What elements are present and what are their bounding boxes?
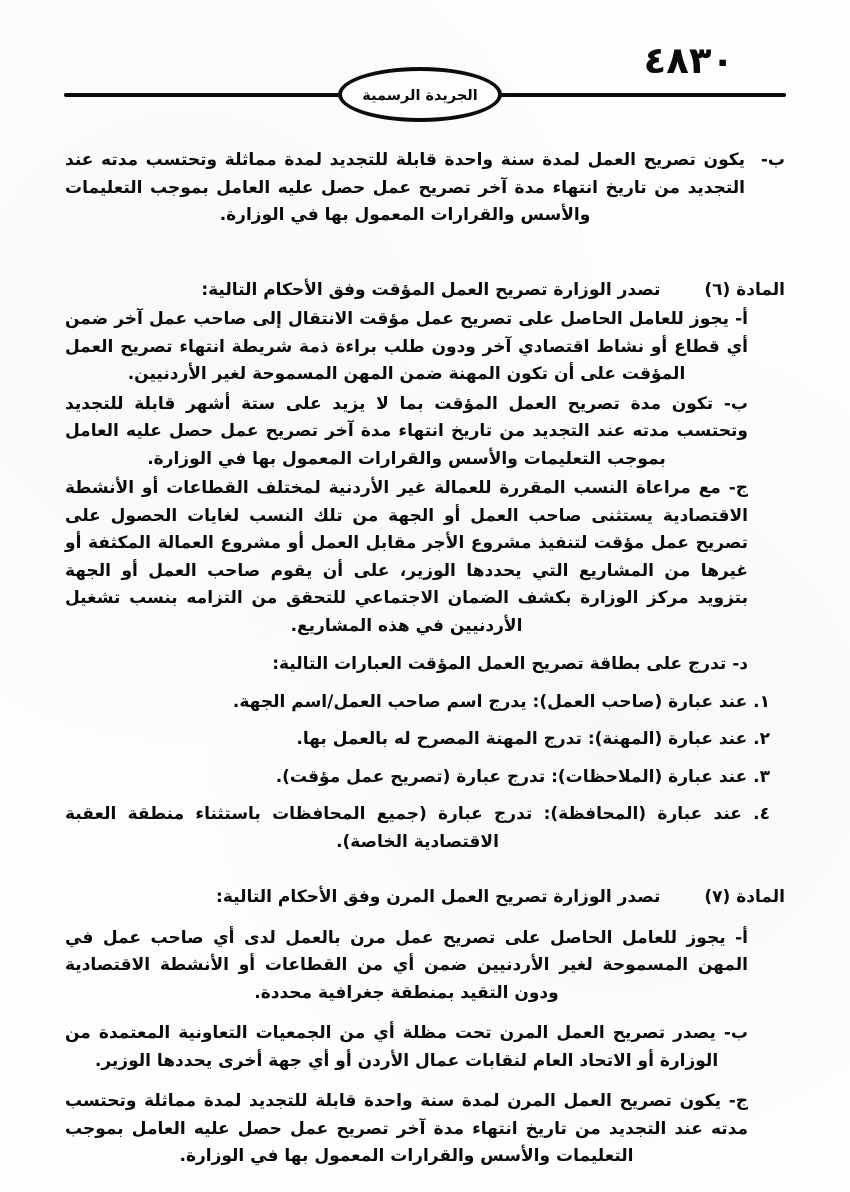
document-body (65, 147, 785, 1171)
article-7-item-j (65, 1088, 748, 1171)
article-6-label: المادة (٦) (704, 279, 785, 300)
article-6 (65, 277, 785, 857)
item-b-marker: ب- (723, 393, 749, 414)
article-7 (65, 884, 785, 1171)
item-a-marker: أ- (735, 309, 748, 329)
phrase-1-marker: ١. (753, 691, 770, 712)
phrase-2-marker: ٢. (753, 729, 770, 749)
article-7-label: المادة (٧) (704, 887, 785, 907)
article-7-item-b (65, 1020, 748, 1075)
phrase-3-marker: ٣. (753, 766, 770, 787)
page-number: ٤٨٣٠ (643, 39, 734, 82)
article-6-intro: تصدر الوزارة تصريح العمل المؤقت وفق الأحكام التالية: (201, 279, 661, 300)
temporary-permit-phrases-list (65, 689, 785, 857)
article-6-heading (65, 277, 785, 305)
a7-item-b-text: يصدر تصريح العمل المرن تحت مظلة أي من الجمعيات التعاونية المعتمدة من الوزارة أو الاتحاد العام لنقابات عمال الأردن أو أي جهة أخرى يحددها الوزير. (65, 1023, 719, 1071)
item-a-text: يجوز للعامل الحاصل على تصريح عمل مؤقت الانتقال إلى صاحب عمل آخر ضمن أي قطاع أو نشاط اقتصادي آخر ودون طلب براءة ذمة شريطة انتهاء تصريح العمل المؤقت على أن تكون المهنة ضمن المهن المسموحة لغير الأردنيين. (65, 309, 748, 384)
clause-b-continuation (65, 147, 785, 230)
a7-item-j-text: يكون تصريح العمل المرن لمدة سنة واحدة قابلة للتجديد لمدة مماثلة وتحتسب مدته عند التجديد من تاريخ انتهاء مدة آخر تصريح عمل حصل عليه العامل بموجب التعليمات والأسس والقرارات المعمول بها في الوزارة. (65, 1091, 748, 1166)
item-j-text: مع مراعاة النسب المقررة للعمالة غير الأردنية لمختلف القطاعات أو الأنشطة الاقتصادية يستثنى صاحب العمل أو الجهة من تلك النسب لغايات الحصول على تصريح عمل مؤقت لتنفيذ مشروع الأجر مقابل العمل أو مشروع العمالة المكثفة أو غيرها من المشاريع التي يحددها الوزير، على أن يقوم صاحب العمل أو الجهة بتزويد مركز الوزارة بكشف الضمان الاجتماعي للتحقق من التزامه بنسب تشغيل الأردنيين في هذه المشاريع. (65, 478, 748, 636)
a7-item-j-marker: ج- (728, 1091, 748, 1111)
article-7-item-a (65, 925, 748, 1008)
gazette-title: الجريدة الرسمية (362, 87, 478, 104)
article-7-intro: تصدر الوزارة تصريح العمل المرن وفق الأحكام التالية: (216, 887, 661, 907)
phrase-4-marker: ٤. (753, 804, 770, 824)
phrase-item-2 (65, 726, 770, 754)
item-b-text: تكون مدة تصريح العمل المؤقت بما لا يزيد على ستة أشهر قابلة للتجديد وتحتسب مدته عند التجديد من تاريخ انتهاء مدة آخر تصريح عمل حصل عليه العامل بموجب التعليمات والأسس والقرارات المعمول بها في الوزارة. (65, 393, 748, 469)
phrase-item-4 (65, 801, 770, 856)
article-7-heading (65, 884, 785, 912)
a7-item-b-marker: ب- (723, 1023, 748, 1043)
a7-item-a-text: يجوز للعامل الحاصل على تصريح عمل مرن بالعمل لدى أي صاحب عمل في المهن المسموحة لغير الأردنيين ضمن أي من القطاعات أو الأنشطة الاقتصادية ودون التقيد بمنطقة جغرافية محددة. (65, 927, 748, 1003)
article-6-item-j (65, 475, 748, 640)
item-j-marker: ج- (728, 478, 749, 498)
item-d-text: تدرج على بطاقة تصريح العمل المؤقت العبارات التالية: (272, 654, 727, 674)
phrase-4-text: عند عبارة (المحافظة): تدرج عبارة (جميع المحافظات باستثناء منطقة العقبة الاقتصادية الخاصة). (65, 804, 742, 852)
item-d-marker: د- (732, 654, 748, 674)
phrase-item-3 (65, 764, 770, 792)
gazette-badge (338, 67, 502, 122)
phrase-2-text: عند عبارة (المهنة): تدرج المهنة المصرح له بالعمل بها. (296, 729, 748, 749)
phrase-1-text: عند عبارة (صاحب العمل): يدرج اسم صاحب العمل/اسم الجهة. (232, 691, 748, 712)
article-6-item-b (65, 391, 748, 474)
article-6-item-d (65, 651, 748, 679)
clause-b-text: يكون تصريح العمل لمدة سنة واحدة قابلة للتجديد لمدة مماثلة وتحتسب مدته عند التجديد من تاريخ انتهاء مدة آخر تصريح عمل حصل عليه العامل بموجب التعليمات والأسس والقرارات المعمول بها في الوزارة. (65, 150, 745, 225)
article-6-item-a (65, 306, 748, 389)
clause-b-marker: ب- (760, 150, 785, 170)
phrase-3-text: عند عبارة (الملاحظات): تدرج عبارة (تصريح عمل مؤقت). (275, 766, 748, 787)
phrase-item-1 (65, 689, 770, 717)
a7-item-a-marker: أ- (735, 927, 748, 948)
